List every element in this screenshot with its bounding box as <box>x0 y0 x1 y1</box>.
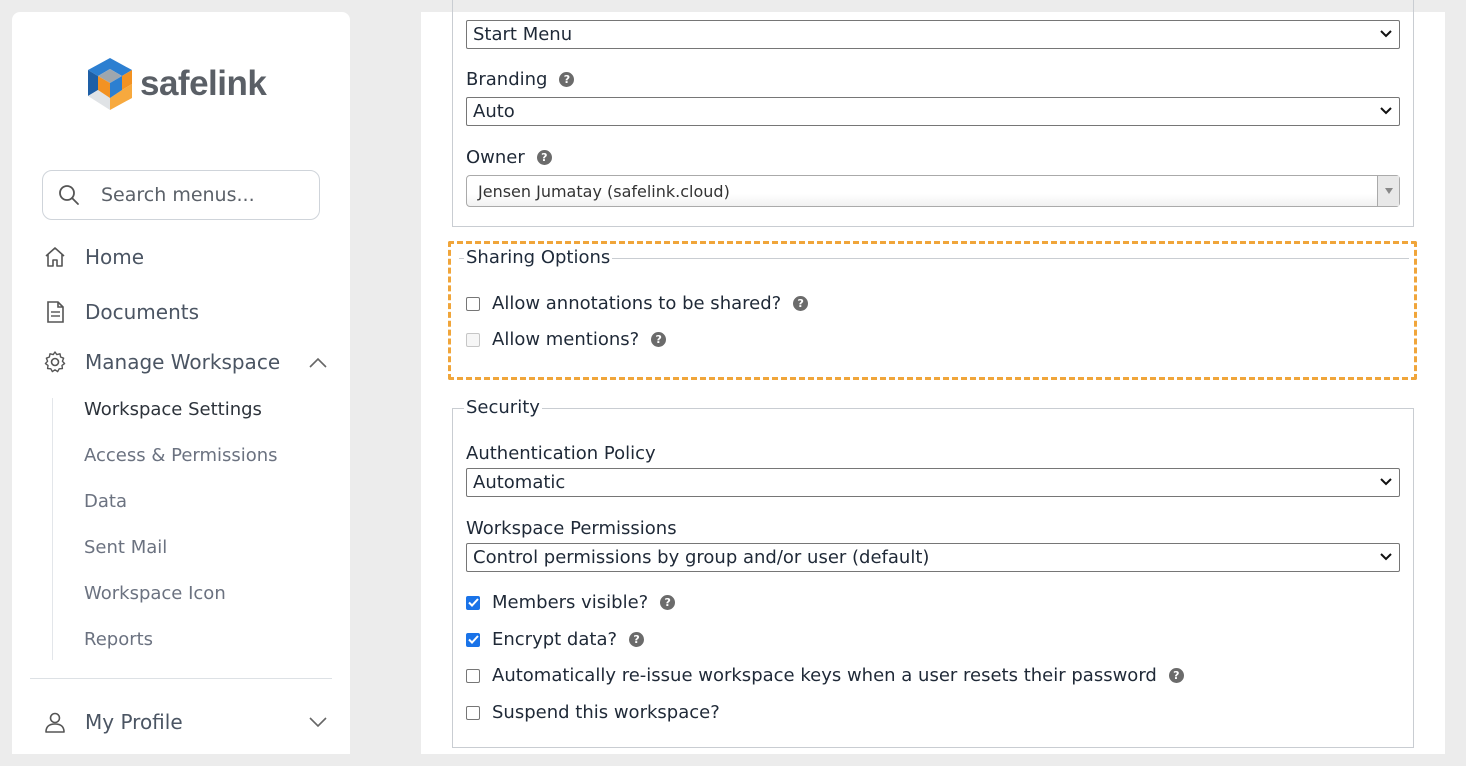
members-visible-checkbox[interactable] <box>466 596 480 610</box>
sidebar <box>12 12 350 754</box>
start-menu-value: Start Menu <box>473 24 573 45</box>
workspace-permissions-select[interactable] <box>466 543 1400 572</box>
nav-label-manage-workspace: Manage Workspace <box>85 350 281 374</box>
nav-item-manage-workspace[interactable] <box>42 349 280 375</box>
workspace-permissions-label <box>466 518 677 539</box>
nav-label-my-profile: My Profile <box>85 710 183 734</box>
owner-label <box>466 147 552 168</box>
logo-text: safelink <box>140 64 267 103</box>
sub-item-workspace-settings[interactable]: Workspace Settings <box>84 399 262 420</box>
chevron-down-icon <box>1379 475 1393 489</box>
owner-combobox[interactable] <box>466 175 1400 207</box>
nav-label-documents: Documents <box>85 300 200 324</box>
help-icon[interactable]: ? <box>559 72 574 87</box>
owner-label-text: Owner <box>466 147 525 168</box>
branding-value: Auto <box>473 101 515 122</box>
reissue-keys-checkbox[interactable] <box>466 669 480 683</box>
help-icon[interactable]: ? <box>660 595 675 610</box>
gear-icon <box>42 349 68 375</box>
suspend-workspace-row <box>466 702 720 723</box>
suspend-workspace-checkbox[interactable] <box>466 706 480 720</box>
help-icon[interactable]: ? <box>629 632 644 647</box>
chevron-down-icon <box>1379 27 1393 41</box>
help-icon[interactable]: ? <box>651 332 666 347</box>
home-icon <box>42 244 68 270</box>
nav-label-home: Home <box>85 245 145 269</box>
safelink-logo-icon <box>84 56 136 112</box>
search-input[interactable] <box>101 184 301 206</box>
branding-select[interactable] <box>466 97 1400 126</box>
sharing-options-highlight <box>448 241 1417 380</box>
sharing-legend: Sharing Options <box>466 247 611 268</box>
auth-policy-select[interactable] <box>466 468 1400 497</box>
members-visible-row <box>466 592 675 613</box>
encrypt-data-label[interactable]: Encrypt data? <box>492 629 618 650</box>
submenu-rail <box>52 398 53 660</box>
help-icon[interactable]: ? <box>537 150 552 165</box>
sidebar-divider <box>30 678 332 679</box>
encrypt-data-checkbox[interactable] <box>466 633 480 647</box>
search-box[interactable] <box>42 170 320 220</box>
auth-policy-label-text: Authentication Policy <box>466 443 656 464</box>
user-icon <box>42 709 68 735</box>
search-icon <box>57 183 81 207</box>
security-legend: Security <box>466 397 540 418</box>
reissue-keys-row <box>466 665 1184 686</box>
workspace-permissions-label-text: Workspace Permissions <box>466 518 677 539</box>
nav-item-documents[interactable] <box>42 299 199 325</box>
chevron-down-icon <box>1379 550 1393 564</box>
members-visible-label[interactable]: Members visible? <box>492 592 649 613</box>
sub-item-workspace-icon[interactable]: Workspace Icon <box>84 583 226 604</box>
safelink-logo[interactable] <box>84 56 266 112</box>
chevron-up-icon[interactable] <box>306 351 330 375</box>
sub-item-sent-mail[interactable]: Sent Mail <box>84 537 168 558</box>
owner-value: Jensen Jumatay (safelink.cloud) <box>478 181 730 201</box>
reissue-keys-label[interactable]: Automatically re-issue workspace keys when a user resets their password <box>492 665 1157 686</box>
allow-mentions-label: Allow mentions? <box>492 329 640 350</box>
sub-item-reports[interactable]: Reports <box>84 629 154 650</box>
chevron-down-icon <box>1379 104 1393 118</box>
check-icon <box>468 635 479 644</box>
auth-policy-label <box>466 443 656 464</box>
encrypt-data-row <box>466 629 644 650</box>
help-icon[interactable]: ? <box>1169 668 1184 683</box>
check-icon <box>468 598 479 607</box>
sub-item-data[interactable]: Data <box>84 491 127 512</box>
sub-item-access-permissions[interactable]: Access & Permissions <box>84 445 278 466</box>
workspace-permissions-value: Control permissions by group and/or user (default) <box>473 547 930 568</box>
branding-label-text: Branding <box>466 69 548 90</box>
start-menu-select[interactable] <box>466 20 1400 49</box>
nav-item-home[interactable] <box>42 244 144 270</box>
chevron-down-icon[interactable] <box>306 710 330 734</box>
allow-annotations-label[interactable]: Allow annotations to be shared? <box>492 293 782 314</box>
suspend-workspace-label[interactable]: Suspend this workspace? <box>492 702 720 723</box>
document-icon <box>42 299 68 325</box>
help-icon[interactable]: ? <box>793 296 808 311</box>
nav-item-my-profile[interactable] <box>42 709 183 735</box>
auth-policy-value: Automatic <box>473 472 566 493</box>
branding-label <box>466 69 574 90</box>
dropdown-arrow-icon[interactable] <box>1377 176 1399 206</box>
